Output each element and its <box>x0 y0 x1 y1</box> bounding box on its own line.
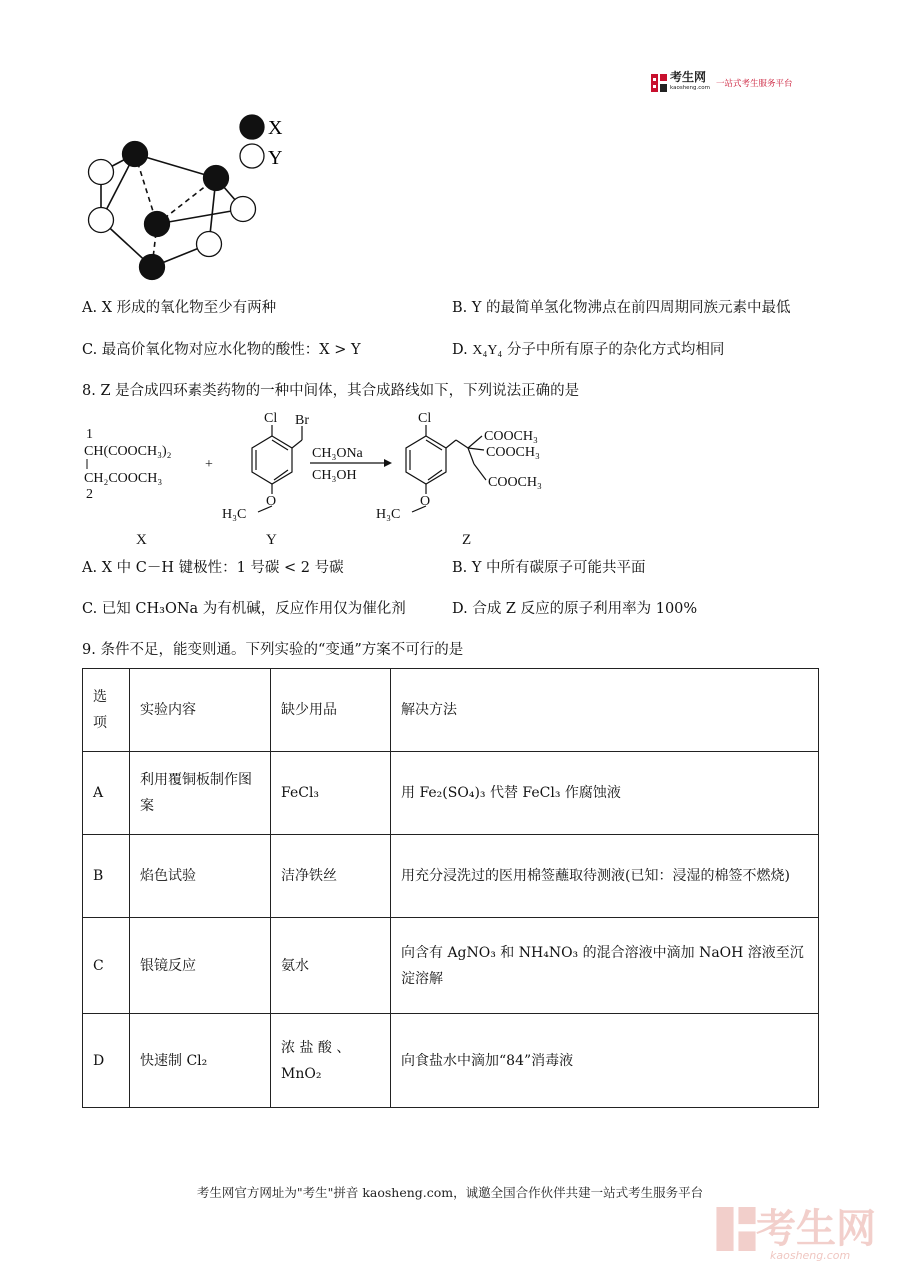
row-content: 银镜反应 <box>130 918 271 1014</box>
x-atom <box>145 212 170 237</box>
footer-text: 考生网官方网址为"考生"拼音 kaosheng.com，诚邀全国合作伙伴共建一站式考生服务平台 <box>196 1185 704 1200</box>
q7-option-d-formula: X₄Y₄ <box>472 343 503 358</box>
table-row <box>83 918 819 1014</box>
x4y4-structure-figure <box>80 110 310 285</box>
watermark-logo-icon <box>716 1207 756 1251</box>
x-formula-line-1: CH(COOCH₃)₂ <box>84 444 172 459</box>
row-solution: 用 Fe₂(SO₄)₃ 代替 FeCl₃ 作腐蚀液 <box>391 752 819 835</box>
y-methyl-label: H₃C <box>222 507 247 522</box>
compound-y-label: Y <box>266 532 277 548</box>
header-option: 选项 <box>83 669 130 752</box>
q8-stem: 8. Z 是合成四环素类药物的一种中间体，其合成路线如下，下列说法正确的是 <box>82 383 580 399</box>
y-atom <box>231 197 256 222</box>
q7-option-b: B. Y 的最简单氢化物沸点在前四周期同族元素中最低 <box>452 300 791 316</box>
q7-option-d <box>452 340 724 361</box>
row-option: B <box>83 835 130 918</box>
header-solution: 解决方法 <box>391 669 819 752</box>
z-ester-1: COOCH₃ <box>484 429 538 444</box>
row-missing: 浓 盐 酸 、 MnO₂ <box>271 1014 391 1108</box>
z-cl-label: Cl <box>418 411 432 426</box>
logo-slogan: 一站式考生服务平台 <box>716 79 793 89</box>
row-solution: 向食盐水中滴加“84”消毒液 <box>391 1014 819 1108</box>
q7-option-d-prefix: D. <box>452 342 468 358</box>
plus-sign: + <box>205 457 213 472</box>
header-logo <box>651 72 793 94</box>
reaction-arrow-icon <box>384 459 392 467</box>
q8-option-b: B. Y 中所有碳原子可能共平面 <box>452 560 646 576</box>
watermark-url: kaosheng.com <box>770 1249 851 1262</box>
row-content: 利用覆铜板制作图案 <box>130 752 271 835</box>
row-solution: 用充分浸洗过的医用棉签蘸取待测液(已知：浸湿的棉签不燃烧) <box>391 835 819 918</box>
compound-x-label: X <box>136 532 147 548</box>
table-row <box>83 752 819 835</box>
table-row <box>83 835 819 918</box>
watermark <box>716 1207 876 1251</box>
row-missing: 洁净铁丝 <box>271 835 391 918</box>
reagent-top: CH₃ONa <box>312 446 363 461</box>
row-content: 快速制 Cl₂ <box>130 1014 271 1108</box>
compound-z-label: Z <box>462 532 472 548</box>
logo-url: kaosheng.com <box>670 85 711 91</box>
x-atom <box>204 166 229 191</box>
legend-x-label: X <box>268 117 283 139</box>
row-option: A <box>83 752 130 835</box>
row-missing: FeCl₃ <box>271 752 391 835</box>
q8-reaction-scheme <box>80 408 600 553</box>
q8-option-c: C. 已知 CH₃ONa 为有机碱，反应作用仅为催化剂 <box>82 601 406 617</box>
y-atom <box>89 160 114 185</box>
q7-option-d-text: 分子中所有原子的杂化方式均相同 <box>506 342 725 358</box>
header-missing: 缺少用品 <box>271 669 391 752</box>
legend-y-label: Y <box>268 147 283 169</box>
y-benzene-ring <box>252 425 302 512</box>
table-header-row <box>83 669 819 752</box>
x-carbon-1-label: 1 <box>86 427 93 442</box>
q9-stem: 9. 条件不足，能变则通。下列实验的“变通”方案不可行的是 <box>82 642 464 658</box>
y-cl-label: Cl <box>264 411 278 426</box>
row-option: C <box>83 918 130 1014</box>
kaosheng-logo-icon <box>651 74 667 92</box>
legend-x-atom <box>240 115 264 139</box>
table-row <box>83 1014 819 1108</box>
q7-option-a: A. X 形成的氧化物至少有两种 <box>82 300 277 316</box>
row-solution: 向含有 AgNO₃ 和 NH₄NO₃ 的混合溶液中滴加 NaOH 溶液至沉淀溶解 <box>391 918 819 1014</box>
x-atom <box>123 142 148 167</box>
z-ester-3: COOCH₃ <box>488 475 542 490</box>
z-ester-2: COOCH₃ <box>486 445 540 460</box>
row-content: 焰色试验 <box>130 835 271 918</box>
z-methyl-label: H₃C <box>376 507 401 522</box>
logo-name: 考生网 kaosheng.com <box>670 72 710 94</box>
q8-option-d: D. 合成 Z 反应的原子利用率为 100% <box>452 601 698 617</box>
z-benzene-ring <box>406 425 486 512</box>
header-content: 实验内容 <box>130 669 271 752</box>
row-missing: 氨水 <box>271 918 391 1014</box>
x-formula-line-2: CH₂COOCH₃ <box>84 471 163 486</box>
reagent-bottom: CH₃OH <box>312 468 357 483</box>
x-atom <box>140 255 165 280</box>
y-atom <box>89 208 114 233</box>
q9-experiment-table <box>82 668 819 1108</box>
x-carbon-2-label: 2 <box>86 487 93 502</box>
y-br-label: Br <box>295 413 309 428</box>
y-atom <box>197 232 222 257</box>
q8-option-a: A. X 中 C－H 键极性：1 号碳 < 2 号碳 <box>82 560 344 576</box>
y-o-label: O <box>266 494 277 509</box>
row-option: D <box>83 1014 130 1108</box>
watermark-text: 考生网 <box>756 1206 876 1252</box>
q7-option-c: C. 最高价氧化物对应水化物的酸性：X > Y <box>82 342 361 358</box>
z-o-label: O <box>420 494 431 509</box>
legend-y-atom <box>240 144 264 168</box>
